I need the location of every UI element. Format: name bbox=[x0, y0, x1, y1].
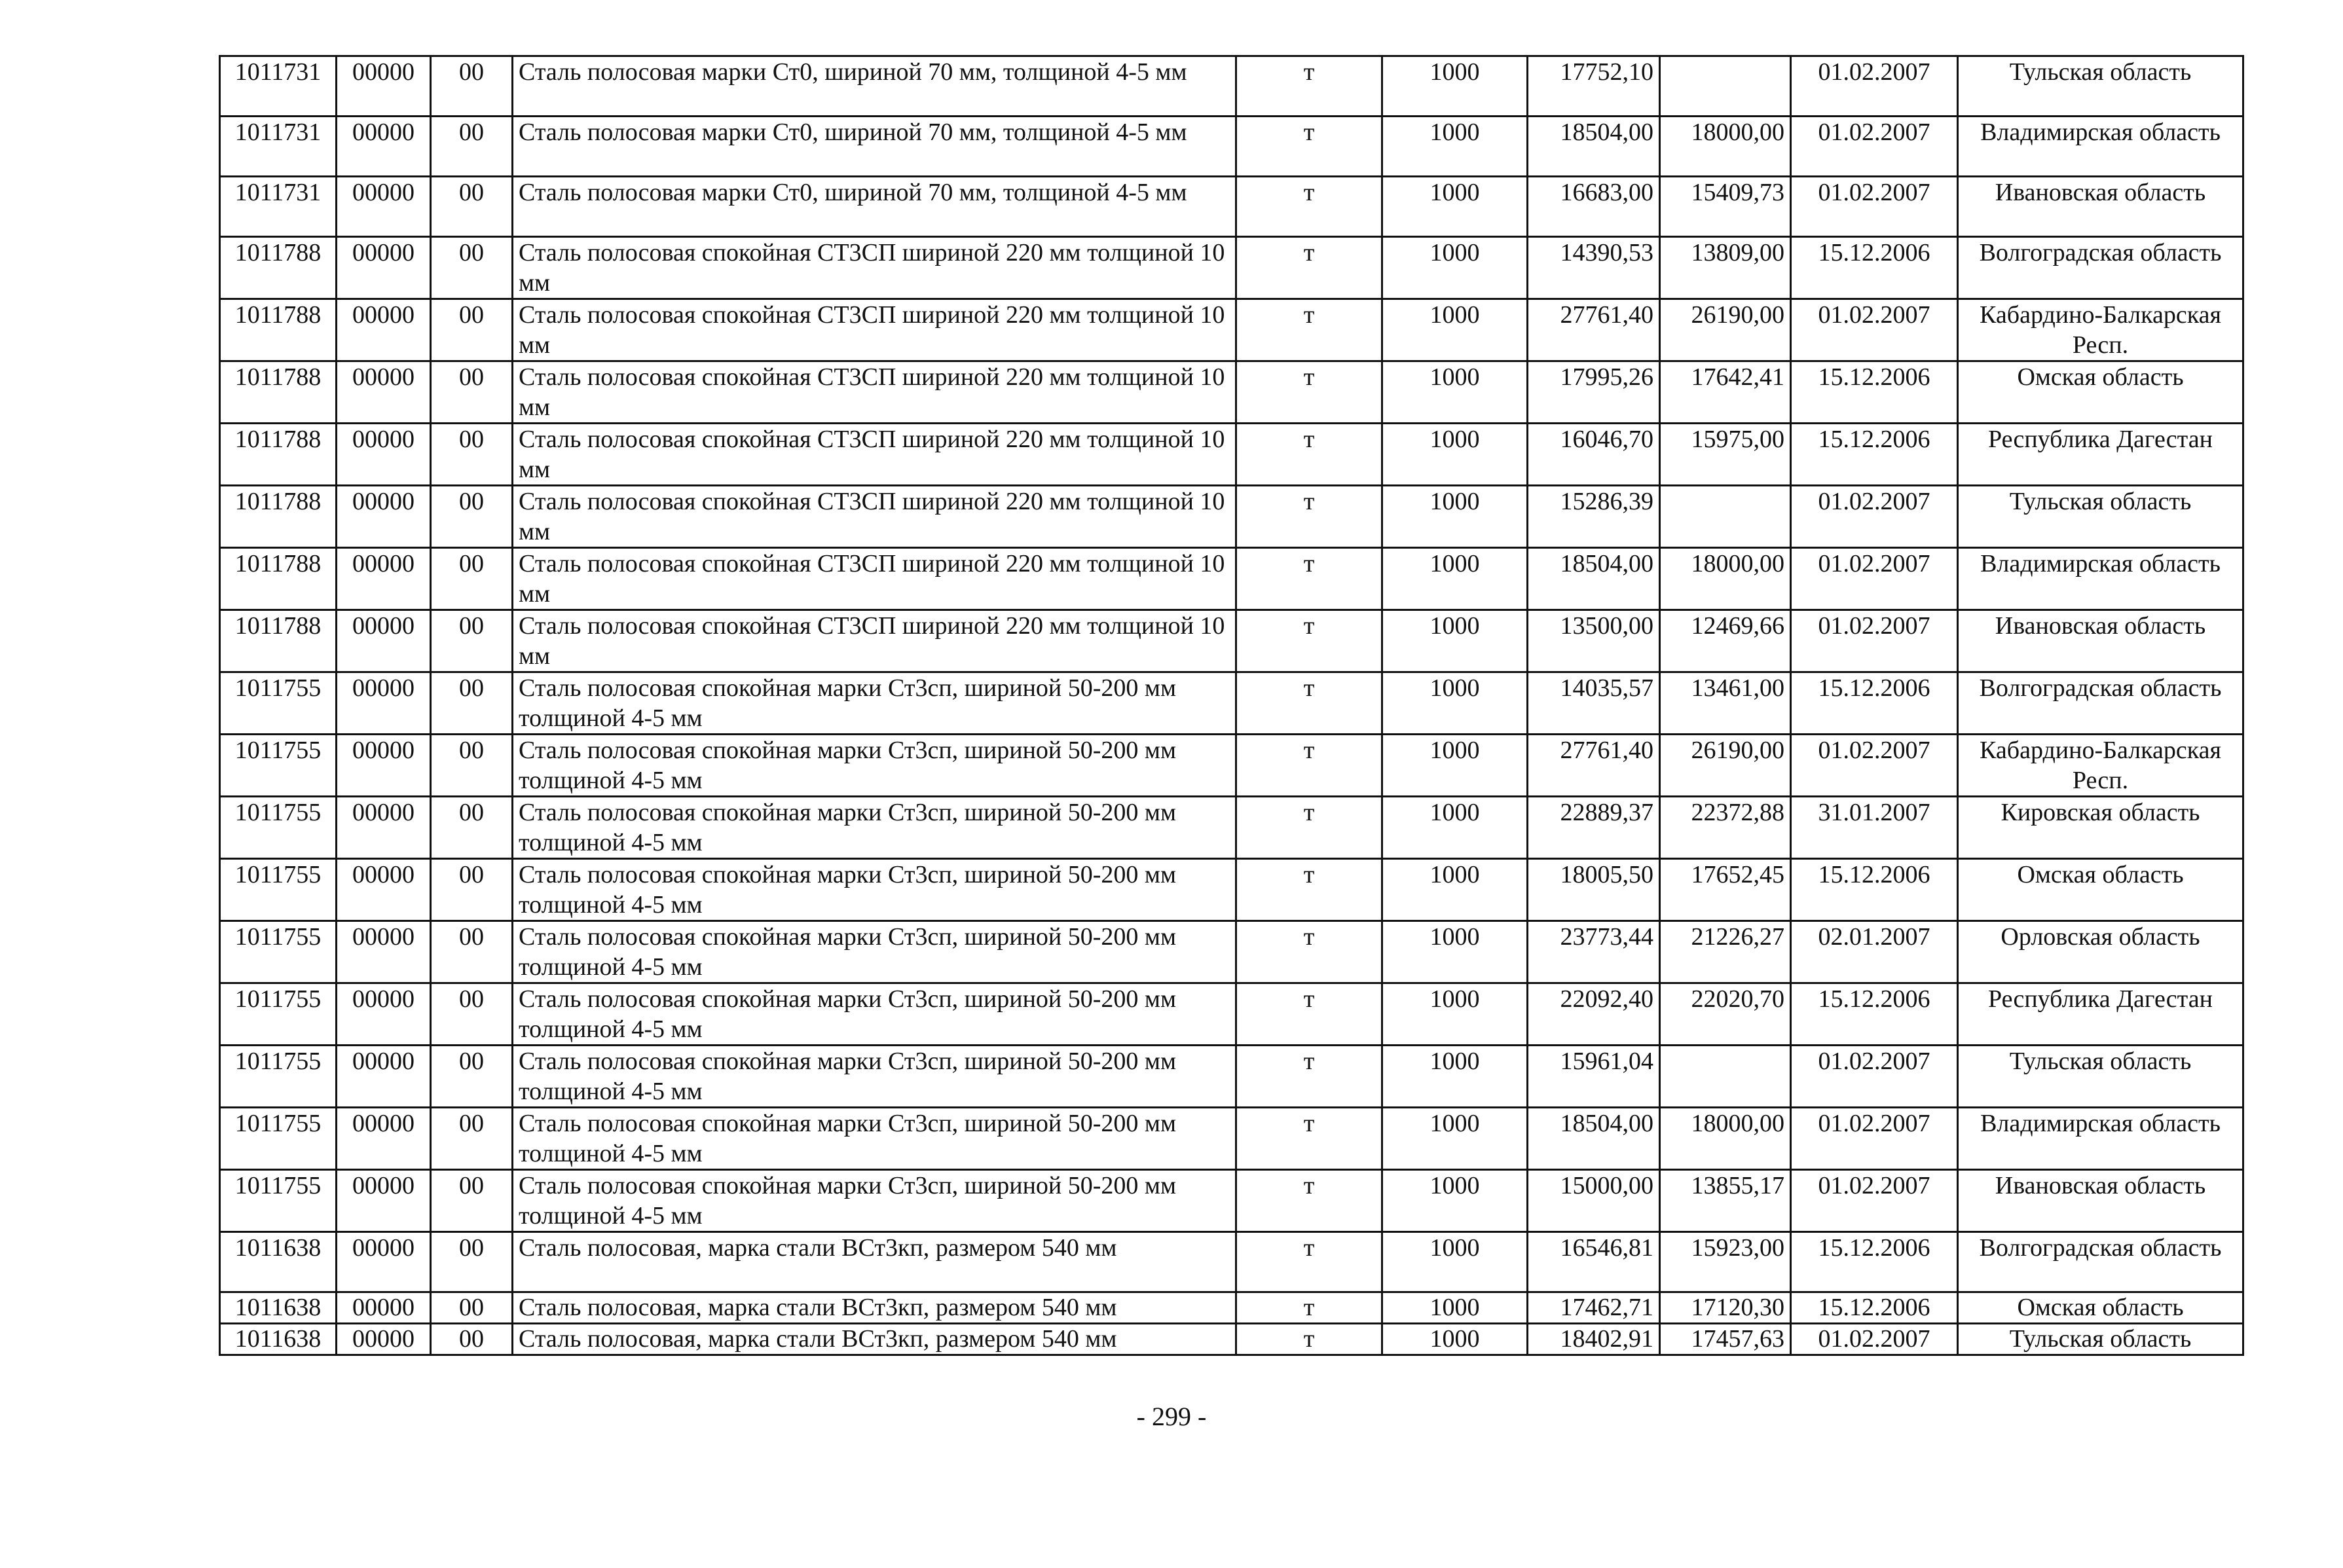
date-cell: 01.02.2007 bbox=[1791, 735, 1958, 797]
suffix-code-cell: 00 bbox=[431, 1108, 513, 1170]
price-cell: 18402,91 bbox=[1528, 1324, 1660, 1355]
table-row bbox=[220, 361, 2243, 424]
product-name-cell: Сталь полосовая спокойная СТ3СП шириной 220 мм толщиной 10 мм bbox=[513, 299, 1236, 361]
sub-code-cell: 00000 bbox=[337, 1170, 431, 1232]
price-cell: 14035,57 bbox=[1528, 672, 1660, 735]
date-cell: 01.02.2007 bbox=[1791, 1108, 1958, 1170]
region-cell: Кировская область bbox=[1958, 797, 2243, 859]
suffix-code-cell: 00 bbox=[431, 361, 513, 424]
date-cell: 01.02.2007 bbox=[1791, 56, 1958, 117]
unit-cell: т bbox=[1236, 177, 1382, 237]
item-code-cell: 1011755 bbox=[220, 797, 337, 859]
region-cell: Ивановская область bbox=[1958, 1170, 2243, 1232]
item-code-cell: 1011731 bbox=[220, 177, 337, 237]
product-name-cell: Сталь полосовая спокойная марки Ст3сп, шириной 50-200 мм толщиной 4-5 мм bbox=[513, 1046, 1236, 1108]
table-row bbox=[220, 735, 2243, 797]
price-cell: 17462,71 bbox=[1528, 1292, 1660, 1324]
quantity-cell: 1000 bbox=[1382, 1292, 1528, 1324]
unit-cell: т bbox=[1236, 610, 1382, 672]
region-cell: Ивановская область bbox=[1958, 177, 2243, 237]
table-row bbox=[220, 1324, 2243, 1355]
product-name-cell: Сталь полосовая, марка стали ВСт3кп, размером 540 мм bbox=[513, 1324, 1236, 1355]
price-cell: 22889,37 bbox=[1528, 797, 1660, 859]
region-cell: Кабардино-Балкарская Респ. bbox=[1958, 735, 2243, 797]
date-cell: 15.12.2006 bbox=[1791, 237, 1958, 299]
suffix-code-cell: 00 bbox=[431, 1046, 513, 1108]
sub-code-cell: 00000 bbox=[337, 424, 431, 486]
suffix-code-cell: 00 bbox=[431, 610, 513, 672]
price-alt-cell: 17457,63 bbox=[1660, 1324, 1791, 1355]
suffix-code-cell: 00 bbox=[431, 56, 513, 117]
quantity-cell: 1000 bbox=[1382, 177, 1528, 237]
sub-code-cell: 00000 bbox=[337, 548, 431, 610]
table-row bbox=[220, 299, 2243, 361]
product-name-cell: Сталь полосовая марки Ст0, шириной 70 мм, толщиной 4-5 мм bbox=[513, 117, 1236, 177]
unit-cell: т bbox=[1236, 1046, 1382, 1108]
suffix-code-cell: 00 bbox=[431, 117, 513, 177]
table-row bbox=[220, 610, 2243, 672]
unit-cell: т bbox=[1236, 117, 1382, 177]
quantity-cell: 1000 bbox=[1382, 859, 1528, 921]
table-row bbox=[220, 1046, 2243, 1108]
price-alt-cell: 12469,66 bbox=[1660, 610, 1791, 672]
price-cell: 18005,50 bbox=[1528, 859, 1660, 921]
region-cell: Кабардино-Балкарская Респ. bbox=[1958, 299, 2243, 361]
date-cell: 01.02.2007 bbox=[1791, 610, 1958, 672]
table-row bbox=[220, 177, 2243, 237]
price-alt-cell: 17120,30 bbox=[1660, 1292, 1791, 1324]
product-name-cell: Сталь полосовая марки Ст0, шириной 70 мм, толщиной 4-5 мм bbox=[513, 56, 1236, 117]
product-name-cell: Сталь полосовая спокойная марки Ст3сп, шириной 50-200 мм толщиной 4-5 мм bbox=[513, 983, 1236, 1046]
date-cell: 01.02.2007 bbox=[1791, 177, 1958, 237]
price-cell: 27761,40 bbox=[1528, 299, 1660, 361]
unit-cell: т bbox=[1236, 1292, 1382, 1324]
price-alt-cell: 13461,00 bbox=[1660, 672, 1791, 735]
date-cell: 01.02.2007 bbox=[1791, 548, 1958, 610]
date-cell: 01.02.2007 bbox=[1791, 1046, 1958, 1108]
item-code-cell: 1011788 bbox=[220, 299, 337, 361]
date-cell: 01.02.2007 bbox=[1791, 299, 1958, 361]
price-alt-cell: 13855,17 bbox=[1660, 1170, 1791, 1232]
table-row bbox=[220, 548, 2243, 610]
table-body bbox=[220, 56, 2243, 1355]
product-name-cell: Сталь полосовая спокойная СТ3СП шириной 220 мм толщиной 10 мм bbox=[513, 424, 1236, 486]
price-alt-cell: 17652,45 bbox=[1660, 859, 1791, 921]
product-name-cell: Сталь полосовая спокойная марки Ст3сп, шириной 50-200 мм толщиной 4-5 мм bbox=[513, 921, 1236, 983]
price-alt-cell bbox=[1660, 1046, 1791, 1108]
product-name-cell: Сталь полосовая спокойная марки Ст3сп, шириной 50-200 мм толщиной 4-5 мм bbox=[513, 797, 1236, 859]
quantity-cell: 1000 bbox=[1382, 1108, 1528, 1170]
region-cell: Волгоградская область bbox=[1958, 1232, 2243, 1292]
sub-code-cell: 00000 bbox=[337, 921, 431, 983]
unit-cell: т bbox=[1236, 797, 1382, 859]
sub-code-cell: 00000 bbox=[337, 486, 431, 548]
quantity-cell: 1000 bbox=[1382, 1046, 1528, 1108]
quantity-cell: 1000 bbox=[1382, 610, 1528, 672]
price-alt-cell: 17642,41 bbox=[1660, 361, 1791, 424]
quantity-cell: 1000 bbox=[1382, 117, 1528, 177]
sub-code-cell: 00000 bbox=[337, 1292, 431, 1324]
unit-cell: т bbox=[1236, 1324, 1382, 1355]
item-code-cell: 1011755 bbox=[220, 859, 337, 921]
product-name-cell: Сталь полосовая спокойная СТ3СП шириной 220 мм толщиной 10 мм bbox=[513, 548, 1236, 610]
suffix-code-cell: 00 bbox=[431, 859, 513, 921]
date-cell: 01.02.2007 bbox=[1791, 117, 1958, 177]
quantity-cell: 1000 bbox=[1382, 1232, 1528, 1292]
table-row bbox=[220, 672, 2243, 735]
region-cell: Республика Дагестан bbox=[1958, 983, 2243, 1046]
sub-code-cell: 00000 bbox=[337, 983, 431, 1046]
table-row bbox=[220, 983, 2243, 1046]
table-row bbox=[220, 237, 2243, 299]
suffix-code-cell: 00 bbox=[431, 237, 513, 299]
price-cell: 18504,00 bbox=[1528, 117, 1660, 177]
region-cell: Орловская область bbox=[1958, 921, 2243, 983]
item-code-cell: 1011755 bbox=[220, 672, 337, 735]
date-cell: 15.12.2006 bbox=[1791, 672, 1958, 735]
region-cell: Владимирская область bbox=[1958, 548, 2243, 610]
unit-cell: т bbox=[1236, 921, 1382, 983]
date-cell: 01.02.2007 bbox=[1791, 486, 1958, 548]
table-row bbox=[220, 424, 2243, 486]
price-alt-cell: 26190,00 bbox=[1660, 735, 1791, 797]
suffix-code-cell: 00 bbox=[431, 672, 513, 735]
price-cell: 15961,04 bbox=[1528, 1046, 1660, 1108]
quantity-cell: 1000 bbox=[1382, 237, 1528, 299]
sub-code-cell: 00000 bbox=[337, 610, 431, 672]
suffix-code-cell: 00 bbox=[431, 299, 513, 361]
table-row bbox=[220, 797, 2243, 859]
sub-code-cell: 00000 bbox=[337, 672, 431, 735]
suffix-code-cell: 00 bbox=[431, 424, 513, 486]
price-cell: 27761,40 bbox=[1528, 735, 1660, 797]
item-code-cell: 1011638 bbox=[220, 1232, 337, 1292]
price-cell: 16546,81 bbox=[1528, 1232, 1660, 1292]
price-cell: 16046,70 bbox=[1528, 424, 1660, 486]
item-code-cell: 1011731 bbox=[220, 56, 337, 117]
price-alt-cell bbox=[1660, 56, 1791, 117]
region-cell: Волгоградская область bbox=[1958, 237, 2243, 299]
price-alt-cell: 26190,00 bbox=[1660, 299, 1791, 361]
sub-code-cell: 00000 bbox=[337, 735, 431, 797]
date-cell: 01.02.2007 bbox=[1791, 1324, 1958, 1355]
page-number: - 299 - bbox=[1136, 1402, 1207, 1431]
product-name-cell: Сталь полосовая марки Ст0, шириной 70 мм, толщиной 4-5 мм bbox=[513, 177, 1236, 237]
quantity-cell: 1000 bbox=[1382, 548, 1528, 610]
unit-cell: т bbox=[1236, 424, 1382, 486]
quantity-cell: 1000 bbox=[1382, 921, 1528, 983]
price-alt-cell: 18000,00 bbox=[1660, 1108, 1791, 1170]
table-row bbox=[220, 486, 2243, 548]
suffix-code-cell: 00 bbox=[431, 735, 513, 797]
unit-cell: т bbox=[1236, 237, 1382, 299]
region-cell: Тульская область bbox=[1958, 1324, 2243, 1355]
item-code-cell: 1011788 bbox=[220, 237, 337, 299]
product-name-cell: Сталь полосовая спокойная СТ3СП шириной 220 мм толщиной 10 мм bbox=[513, 486, 1236, 548]
quantity-cell: 1000 bbox=[1382, 361, 1528, 424]
region-cell: Республика Дагестан bbox=[1958, 424, 2243, 486]
sub-code-cell: 00000 bbox=[337, 1232, 431, 1292]
price-alt-cell: 15409,73 bbox=[1660, 177, 1791, 237]
suffix-code-cell: 00 bbox=[431, 983, 513, 1046]
price-cell: 22092,40 bbox=[1528, 983, 1660, 1046]
product-name-cell: Сталь полосовая спокойная СТ3СП шириной 220 мм толщиной 10 мм bbox=[513, 361, 1236, 424]
item-code-cell: 1011731 bbox=[220, 117, 337, 177]
region-cell: Владимирская область bbox=[1958, 117, 2243, 177]
table-row bbox=[220, 921, 2243, 983]
unit-cell: т bbox=[1236, 548, 1382, 610]
product-name-cell: Сталь полосовая спокойная марки Ст3сп, шириной 50-200 мм толщиной 4-5 мм bbox=[513, 1170, 1236, 1232]
quantity-cell: 1000 bbox=[1382, 424, 1528, 486]
suffix-code-cell: 00 bbox=[431, 177, 513, 237]
unit-cell: т bbox=[1236, 299, 1382, 361]
date-cell: 15.12.2006 bbox=[1791, 859, 1958, 921]
date-cell: 15.12.2006 bbox=[1791, 983, 1958, 1046]
table-row bbox=[220, 1108, 2243, 1170]
price-alt-cell: 22020,70 bbox=[1660, 983, 1791, 1046]
item-code-cell: 1011788 bbox=[220, 486, 337, 548]
date-cell: 01.02.2007 bbox=[1791, 1170, 1958, 1232]
price-cell: 15286,39 bbox=[1528, 486, 1660, 548]
unit-cell: т bbox=[1236, 735, 1382, 797]
sub-code-cell: 00000 bbox=[337, 299, 431, 361]
price-alt-cell bbox=[1660, 486, 1791, 548]
table-row bbox=[220, 1170, 2243, 1232]
product-name-cell: Сталь полосовая спокойная СТ3СП шириной 220 мм толщиной 10 мм bbox=[513, 237, 1236, 299]
price-cell: 17752,10 bbox=[1528, 56, 1660, 117]
price-cell: 14390,53 bbox=[1528, 237, 1660, 299]
region-cell: Тульская область bbox=[1958, 56, 2243, 117]
table-row bbox=[220, 1292, 2243, 1324]
sub-code-cell: 00000 bbox=[337, 177, 431, 237]
price-alt-cell: 18000,00 bbox=[1660, 548, 1791, 610]
price-cell: 17995,26 bbox=[1528, 361, 1660, 424]
item-code-cell: 1011755 bbox=[220, 1170, 337, 1232]
region-cell: Тульская область bbox=[1958, 486, 2243, 548]
date-cell: 15.12.2006 bbox=[1791, 1292, 1958, 1324]
product-name-cell: Сталь полосовая спокойная марки Ст3сп, шириной 50-200 мм толщиной 4-5 мм bbox=[513, 859, 1236, 921]
price-cell: 18504,00 bbox=[1528, 1108, 1660, 1170]
quantity-cell: 1000 bbox=[1382, 486, 1528, 548]
item-code-cell: 1011788 bbox=[220, 361, 337, 424]
item-code-cell: 1011755 bbox=[220, 983, 337, 1046]
sub-code-cell: 00000 bbox=[337, 797, 431, 859]
sub-code-cell: 00000 bbox=[337, 56, 431, 117]
unit-cell: т bbox=[1236, 1108, 1382, 1170]
price-cell: 13500,00 bbox=[1528, 610, 1660, 672]
item-code-cell: 1011755 bbox=[220, 735, 337, 797]
unit-cell: т bbox=[1236, 983, 1382, 1046]
price-alt-cell: 15923,00 bbox=[1660, 1232, 1791, 1292]
suffix-code-cell: 00 bbox=[431, 1324, 513, 1355]
quantity-cell: 1000 bbox=[1382, 299, 1528, 361]
product-name-cell: Сталь полосовая, марка стали ВСт3кп, размером 540 мм bbox=[513, 1292, 1236, 1324]
item-code-cell: 1011755 bbox=[220, 921, 337, 983]
sub-code-cell: 00000 bbox=[337, 1108, 431, 1170]
item-code-cell: 1011755 bbox=[220, 1108, 337, 1170]
unit-cell: т bbox=[1236, 56, 1382, 117]
table-row bbox=[220, 1232, 2243, 1292]
unit-cell: т bbox=[1236, 859, 1382, 921]
region-cell: Омская область bbox=[1958, 361, 2243, 424]
price-cell: 23773,44 bbox=[1528, 921, 1660, 983]
price-alt-cell: 13809,00 bbox=[1660, 237, 1791, 299]
sub-code-cell: 00000 bbox=[337, 237, 431, 299]
quantity-cell: 1000 bbox=[1382, 1324, 1528, 1355]
item-code-cell: 1011788 bbox=[220, 548, 337, 610]
date-cell: 02.01.2007 bbox=[1791, 921, 1958, 983]
unit-cell: т bbox=[1236, 361, 1382, 424]
suffix-code-cell: 00 bbox=[431, 1170, 513, 1232]
suffix-code-cell: 00 bbox=[431, 1292, 513, 1324]
price-alt-cell: 21226,27 bbox=[1660, 921, 1791, 983]
date-cell: 31.01.2007 bbox=[1791, 797, 1958, 859]
table-row bbox=[220, 117, 2243, 177]
table-row bbox=[220, 859, 2243, 921]
date-cell: 15.12.2006 bbox=[1791, 361, 1958, 424]
suffix-code-cell: 00 bbox=[431, 1232, 513, 1292]
region-cell: Омская область bbox=[1958, 1292, 2243, 1324]
unit-cell: т bbox=[1236, 1232, 1382, 1292]
table-row bbox=[220, 56, 2243, 117]
item-code-cell: 1011638 bbox=[220, 1324, 337, 1355]
sub-code-cell: 00000 bbox=[337, 859, 431, 921]
suffix-code-cell: 00 bbox=[431, 797, 513, 859]
product-name-cell: Сталь полосовая спокойная СТ3СП шириной 220 мм толщиной 10 мм bbox=[513, 610, 1236, 672]
region-cell: Ивановская область bbox=[1958, 610, 2243, 672]
product-name-cell: Сталь полосовая, марка стали ВСт3кп, размером 540 мм bbox=[513, 1232, 1236, 1292]
quantity-cell: 1000 bbox=[1382, 1170, 1528, 1232]
region-cell: Омская область bbox=[1958, 859, 2243, 921]
suffix-code-cell: 00 bbox=[431, 548, 513, 610]
price-alt-cell: 18000,00 bbox=[1660, 117, 1791, 177]
price-alt-cell: 22372,88 bbox=[1660, 797, 1791, 859]
sub-code-cell: 00000 bbox=[337, 117, 431, 177]
suffix-code-cell: 00 bbox=[431, 486, 513, 548]
quantity-cell: 1000 bbox=[1382, 735, 1528, 797]
sub-code-cell: 00000 bbox=[337, 361, 431, 424]
date-cell: 15.12.2006 bbox=[1791, 424, 1958, 486]
price-cell: 16683,00 bbox=[1528, 177, 1660, 237]
unit-cell: т bbox=[1236, 1170, 1382, 1232]
price-alt-cell: 15975,00 bbox=[1660, 424, 1791, 486]
suffix-code-cell: 00 bbox=[431, 921, 513, 983]
price-cell: 18504,00 bbox=[1528, 548, 1660, 610]
quantity-cell: 1000 bbox=[1382, 56, 1528, 117]
quantity-cell: 1000 bbox=[1382, 672, 1528, 735]
sub-code-cell: 00000 bbox=[337, 1046, 431, 1108]
price-cell: 15000,00 bbox=[1528, 1170, 1660, 1232]
product-name-cell: Сталь полосовая спокойная марки Ст3сп, шириной 50-200 мм толщиной 4-5 мм bbox=[513, 735, 1236, 797]
item-code-cell: 1011638 bbox=[220, 1292, 337, 1324]
unit-cell: т bbox=[1236, 486, 1382, 548]
product-name-cell: Сталь полосовая спокойная марки Ст3сп, шириной 50-200 мм толщиной 4-5 мм bbox=[513, 672, 1236, 735]
sub-code-cell: 00000 bbox=[337, 1324, 431, 1355]
product-name-cell: Сталь полосовая спокойная марки Ст3сп, шириной 50-200 мм толщиной 4-5 мм bbox=[513, 1108, 1236, 1170]
item-code-cell: 1011788 bbox=[220, 424, 337, 486]
date-cell: 15.12.2006 bbox=[1791, 1232, 1958, 1292]
item-code-cell: 1011788 bbox=[220, 610, 337, 672]
region-cell: Тульская область bbox=[1958, 1046, 2243, 1108]
quantity-cell: 1000 bbox=[1382, 983, 1528, 1046]
price-table bbox=[219, 55, 2244, 1356]
quantity-cell: 1000 bbox=[1382, 797, 1528, 859]
unit-cell: т bbox=[1236, 672, 1382, 735]
region-cell: Владимирская область bbox=[1958, 1108, 2243, 1170]
region-cell: Волгоградская область bbox=[1958, 672, 2243, 735]
item-code-cell: 1011755 bbox=[220, 1046, 337, 1108]
